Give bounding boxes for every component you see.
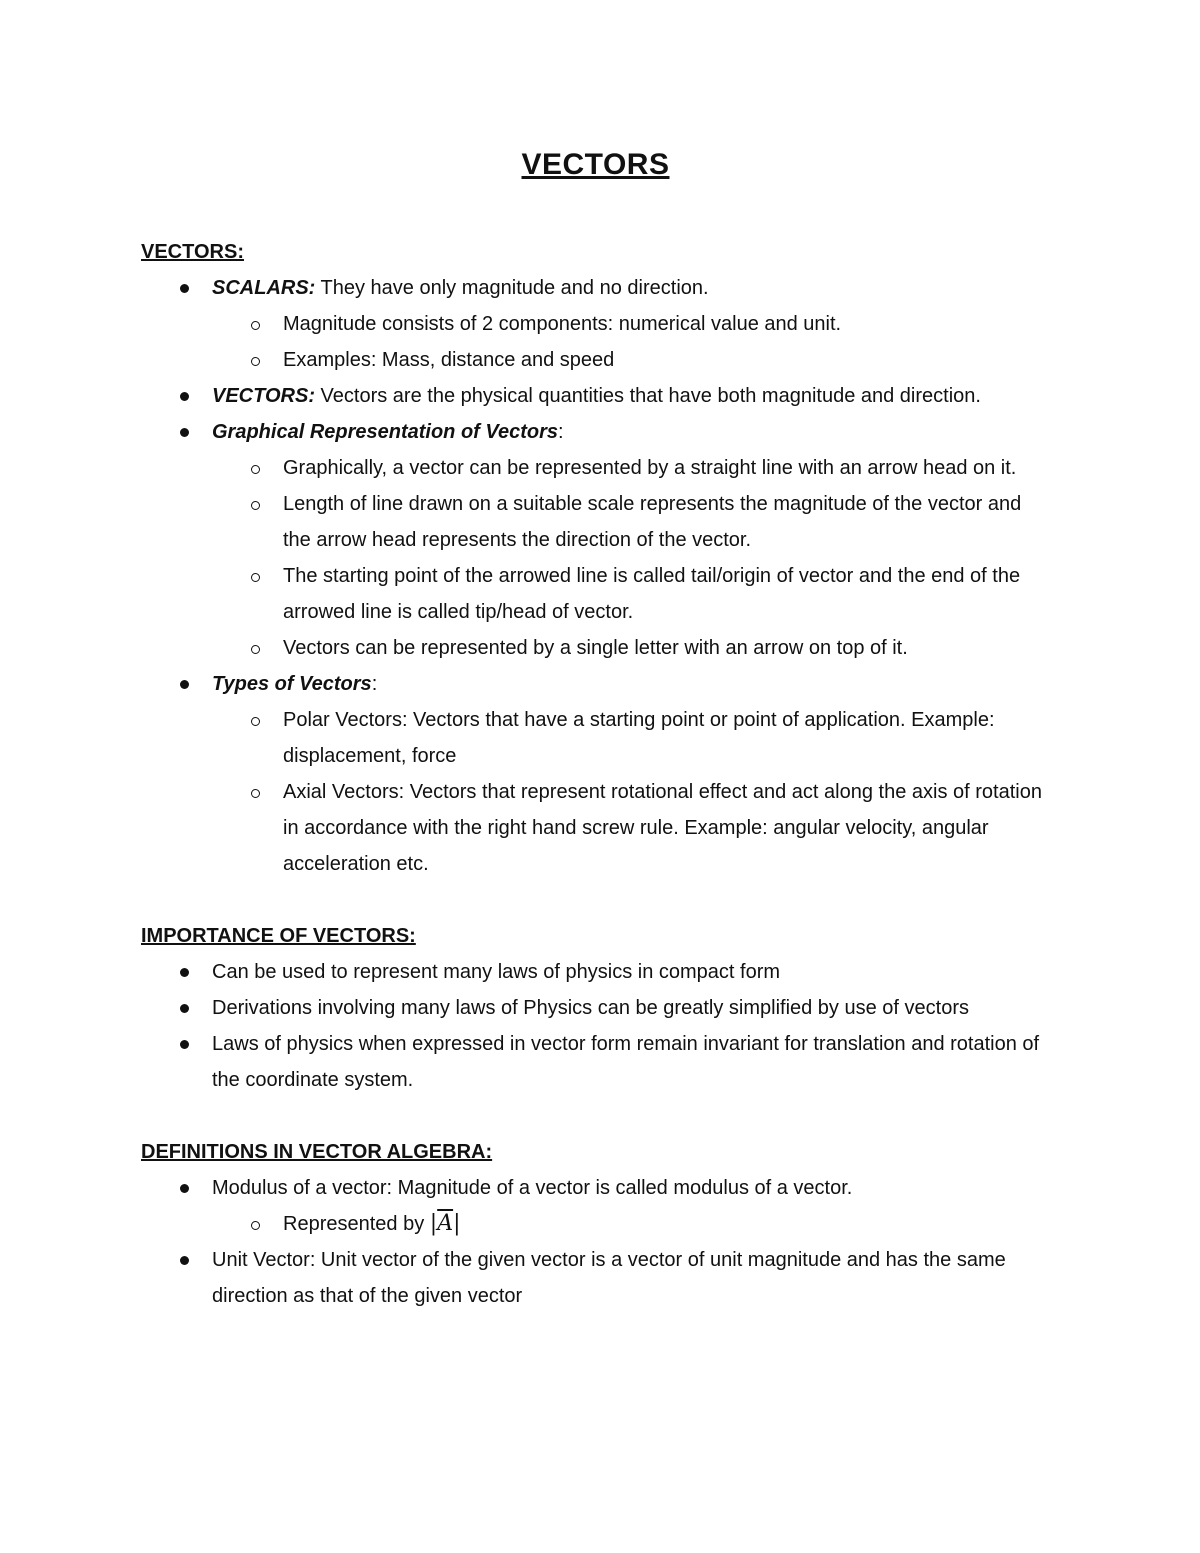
list-item: Can be used to represent many laws of physics in compact form [212, 954, 1050, 990]
list-item-vectors-definition [212, 378, 1050, 414]
list-item-scalars [212, 270, 1050, 378]
list-item-graphical-representation [212, 414, 1050, 666]
sub-item: Axial Vectors: Vectors that represent rotational effect and act along the axis of rotation in accordance with the right hand screw rule. Example: angular velocity, angular acceleration etc. [283, 774, 1050, 882]
list-item-types-of-vectors [212, 666, 1050, 882]
sub-item: The starting point of the arrowed line is called tail/origin of vector and the end of the arrowed line is called tip/head of vector. [283, 558, 1050, 630]
term-types-of-vectors: Types of Vectors [212, 673, 372, 695]
graphical-suffix: : [558, 421, 564, 443]
list-item: Laws of physics when expressed in vector form remain invariant for translation and rotation of the coordinate system. [212, 1026, 1050, 1098]
sub-item: Length of line drawn on a suitable scale represents the magnitude of the vector and the arrow head represents the direction of the vector. [283, 486, 1050, 558]
modulus-bar-open: | [429, 1211, 438, 1236]
modulus-text: Modulus of a vector: Magnitude of a vector is called modulus of a vector. [212, 1177, 853, 1199]
scalars-sublist [212, 306, 1050, 378]
graphical-sublist [212, 450, 1050, 666]
sub-item: Graphically, a vector can be represented by a straight line with an arrow head on it. [283, 450, 1050, 486]
sub-item: Magnitude consists of 2 components: numerical value and unit. [283, 306, 1050, 342]
vectors-definition-text: Vectors are the physical quantities that have both magnitude and direction. [314, 385, 981, 407]
list-item-unit-vector [212, 1242, 1050, 1314]
sub-item: Vectors can be represented by a single letter with an arrow on top of it. [283, 630, 1050, 666]
modulus-sublist [212, 1206, 1050, 1242]
list-item: Derivations involving many laws of Physics can be greatly simplified by use of vectors [212, 990, 1050, 1026]
sub-item-represented-by [283, 1206, 1050, 1242]
definitions-list [141, 1170, 1050, 1314]
section-heading-definitions: DEFINITIONS IN VECTOR ALGEBRA: [141, 1141, 493, 1163]
term-scalars: SCALARS: [212, 277, 316, 299]
section-importance [141, 918, 1050, 1098]
term-vectors: VECTORS: [212, 385, 315, 407]
types-suffix: : [371, 673, 378, 695]
section-vectors [141, 234, 1050, 882]
vectors-list [141, 270, 1050, 882]
document-title: VECTORS [521, 148, 670, 181]
sub-item: Polar Vectors: Vectors that have a starting point or point of application. Example: displacement, force [283, 702, 1050, 774]
modulus-bar-close: | [453, 1211, 461, 1236]
unit-vector-text: Unit Vector: Unit vector of the given vector is a vector of unit magnitude and has the same direction as that of the given vector [212, 1249, 1006, 1307]
importance-list [141, 954, 1050, 1098]
list-item-modulus [212, 1170, 1050, 1242]
section-definitions [141, 1134, 1050, 1314]
modulus-notation [430, 1211, 461, 1236]
vector-symbol-a: $\overline{A}$ [437, 1211, 454, 1236]
section-heading-vectors: VECTORS: [141, 241, 244, 263]
types-sublist [212, 702, 1050, 882]
section-heading-importance: IMPORTANCE OF VECTORS: [141, 925, 416, 947]
represented-by-text: Represented by [283, 1213, 430, 1235]
sub-item: Examples: Mass, distance and speed [283, 342, 1050, 378]
term-graphical-representation: Graphical Representation of Vectors [212, 421, 559, 443]
scalars-text: They have only magnitude and no direction. [315, 277, 709, 299]
